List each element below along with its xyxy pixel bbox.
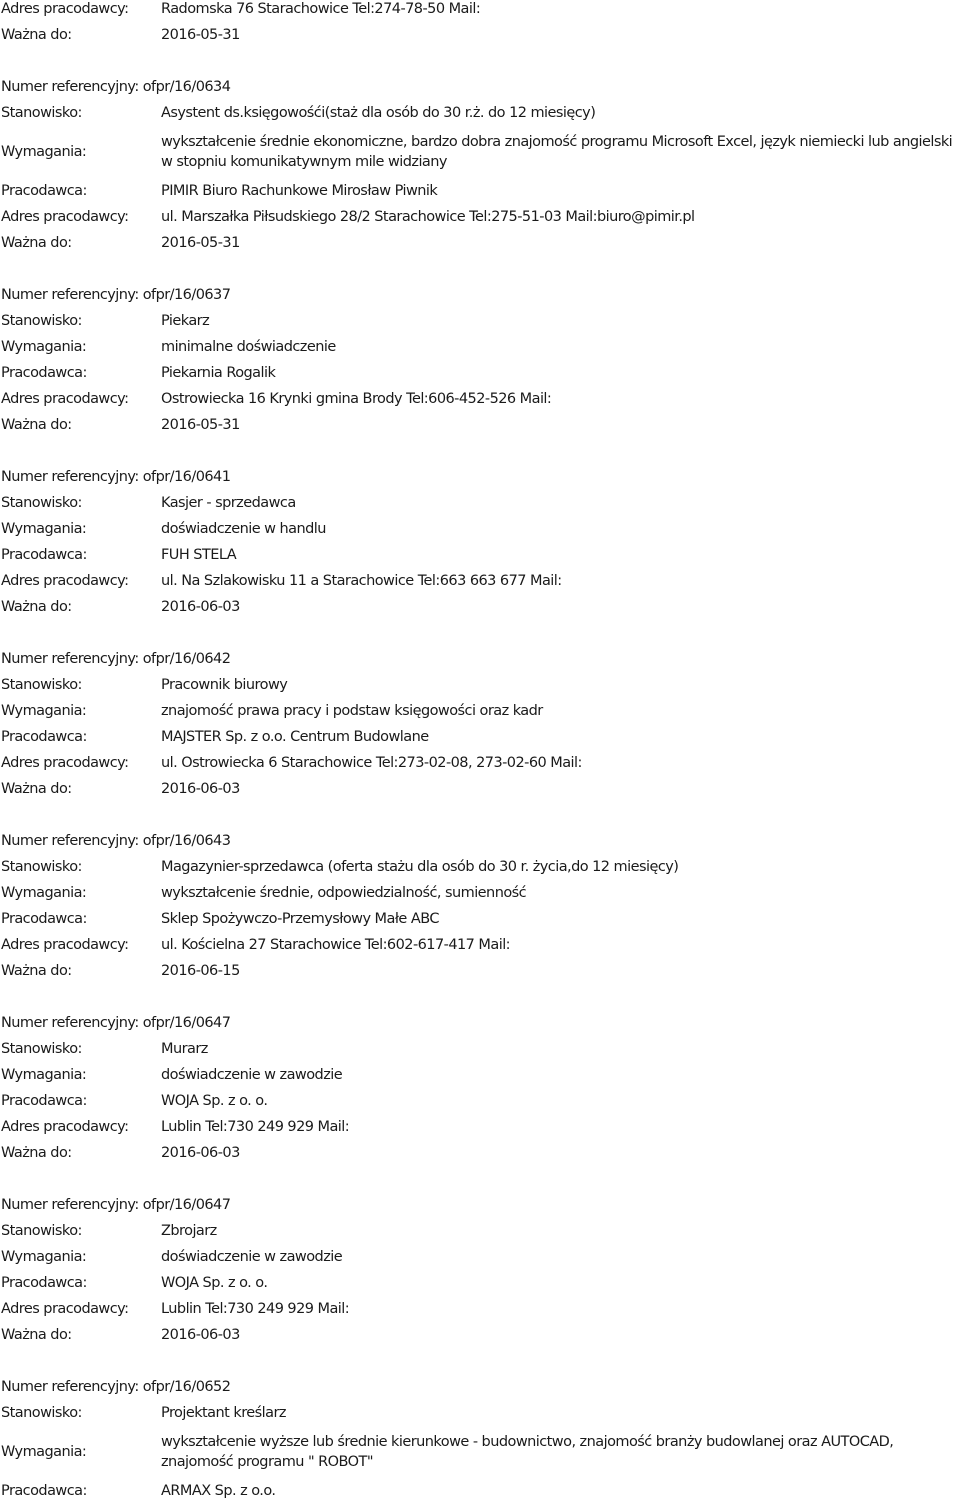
requirements-label: Wymagania: bbox=[1, 339, 87, 355]
employer-value: Sklep Spożywczo-Przemysłowy Małe ABC bbox=[161, 911, 439, 927]
requirements-label: Wymagania: bbox=[1, 1067, 87, 1083]
address-value: ul. Ostrowiecka 6 Starachowice Tel:273-02-08, 273-02-60 Mail: bbox=[161, 755, 582, 771]
valid-value: 2016-06-03 bbox=[161, 781, 240, 797]
offer-ofpr-16-0647-murarz bbox=[0, 1010, 960, 1166]
address-label: Adres pracodawcy: bbox=[1, 937, 129, 953]
offer-previous bbox=[0, 0, 960, 48]
position-label: Stanowisko: bbox=[1, 495, 82, 511]
valid-row bbox=[0, 1140, 960, 1166]
requirements-value: wykształcenie średnie ekonomiczne, bardzo dobra znajomość programu Microsoft Excel, język niemiecki lub angielski w stopniu komunikatywnym mile widziany bbox=[161, 134, 953, 170]
ref-value: ofpr/16/0637 bbox=[142, 287, 231, 303]
employer-row bbox=[0, 1478, 960, 1504]
valid-label: Ważna do: bbox=[1, 1145, 72, 1161]
address-row bbox=[0, 0, 960, 22]
position-row bbox=[0, 490, 960, 516]
position-row bbox=[0, 1218, 960, 1244]
valid-row bbox=[0, 1322, 960, 1348]
valid-label: Ważna do: bbox=[1, 599, 72, 615]
valid-row bbox=[0, 230, 960, 256]
requirements-row bbox=[0, 1062, 960, 1088]
position-row bbox=[0, 308, 960, 334]
position-label: Stanowisko: bbox=[1, 313, 82, 329]
ref-row bbox=[0, 1010, 960, 1036]
valid-value: 2016-05-31 bbox=[161, 417, 240, 433]
address-label: Adres pracodawcy: bbox=[1, 755, 129, 771]
ref-label: Numer referencyjny: bbox=[1, 833, 139, 849]
address-row bbox=[0, 750, 960, 776]
employer-value: WOJA Sp. z o. o. bbox=[161, 1093, 268, 1109]
requirements-label: Wymagania: bbox=[1, 1444, 87, 1460]
valid-value: 2016-06-03 bbox=[161, 1145, 240, 1161]
position-value: Kasjer - sprzedawca bbox=[161, 495, 296, 511]
requirements-value: doświadczenie w zawodzie bbox=[161, 1067, 343, 1083]
requirements-label: Wymagania: bbox=[1, 521, 87, 537]
requirements-row bbox=[0, 334, 960, 360]
spacer bbox=[0, 1166, 960, 1192]
position-label: Stanowisko: bbox=[1, 105, 82, 121]
address-row bbox=[0, 386, 960, 412]
employer-row bbox=[0, 178, 960, 204]
ref-label: Numer referencyjny: bbox=[1, 287, 139, 303]
ref-label: Numer referencyjny: bbox=[1, 1015, 139, 1031]
ref-value: ofpr/16/0647 bbox=[142, 1015, 231, 1031]
offer-ofpr-16-0634 bbox=[0, 74, 960, 256]
address-label: Adres pracodawcy: bbox=[1, 573, 129, 589]
spacer bbox=[0, 438, 960, 464]
address-row bbox=[0, 204, 960, 230]
employer-label: Pracodawca: bbox=[1, 1483, 87, 1499]
requirements-value: znajomość prawa pracy i podstaw księgowości oraz kadr bbox=[161, 703, 543, 719]
employer-label: Pracodawca: bbox=[1, 911, 87, 927]
ref-row bbox=[0, 464, 960, 490]
position-row bbox=[0, 1036, 960, 1062]
ref-label: Numer referencyjny: bbox=[1, 79, 139, 95]
position-row bbox=[0, 1400, 960, 1426]
ref-value: ofpr/16/0652 bbox=[142, 1379, 231, 1395]
employer-row bbox=[0, 1088, 960, 1114]
ref-label: Numer referencyjny: bbox=[1, 1197, 139, 1213]
employer-label: Pracodawca: bbox=[1, 183, 87, 199]
requirements-row bbox=[0, 126, 960, 178]
requirements-label: Wymagania: bbox=[1, 144, 87, 160]
address-value: ul. Kościelna 27 Starachowice Tel:602-617-417 Mail: bbox=[161, 937, 511, 953]
address-label: Adres pracodawcy: bbox=[1, 1119, 129, 1135]
spacer bbox=[0, 48, 960, 74]
valid-value: 2016-06-03 bbox=[161, 599, 240, 615]
address-row bbox=[0, 568, 960, 594]
valid-row bbox=[0, 412, 960, 438]
valid-row bbox=[0, 22, 960, 48]
valid-row bbox=[0, 776, 960, 802]
position-value: Projektant kreślarz bbox=[161, 1405, 286, 1421]
address-row bbox=[0, 1114, 960, 1140]
employer-value: MAJSTER Sp. z o.o. Centrum Budowlane bbox=[161, 729, 429, 745]
ref-row bbox=[0, 1192, 960, 1218]
requirements-value: minimalne doświadczenie bbox=[161, 339, 336, 355]
employer-row bbox=[0, 724, 960, 750]
position-label: Stanowisko: bbox=[1, 1041, 82, 1057]
position-row bbox=[0, 100, 960, 126]
address-label: Adres pracodawcy: bbox=[1, 209, 129, 225]
position-label: Stanowisko: bbox=[1, 1405, 82, 1421]
address-value: Radomska 76 Starachowice Tel:274-78-50 Mail: bbox=[161, 1, 481, 17]
employer-label: Pracodawca: bbox=[1, 365, 87, 381]
employer-row bbox=[0, 906, 960, 932]
valid-row bbox=[0, 958, 960, 984]
requirements-value: doświadczenie w handlu bbox=[161, 521, 326, 537]
position-label: Stanowisko: bbox=[1, 1223, 82, 1239]
requirements-row bbox=[0, 1426, 960, 1478]
valid-label: Ważna do: bbox=[1, 781, 72, 797]
position-value: Piekarz bbox=[161, 313, 210, 329]
valid-label: Ważna do: bbox=[1, 1327, 72, 1343]
ref-row bbox=[0, 646, 960, 672]
employer-label: Pracodawca: bbox=[1, 729, 87, 745]
position-label: Stanowisko: bbox=[1, 859, 82, 875]
address-value: Lublin Tel:730 249 929 Mail: bbox=[161, 1119, 350, 1135]
valid-label: Ważna do: bbox=[1, 417, 72, 433]
address-value: Lublin Tel:730 249 929 Mail: bbox=[161, 1301, 350, 1317]
address-value: ul. Na Szlakowisku 11 a Starachowice Tel:663 663 677 Mail: bbox=[161, 573, 562, 589]
requirements-value: wykształcenie średnie, odpowiedzialność, sumienność bbox=[161, 885, 527, 901]
position-label: Stanowisko: bbox=[1, 677, 82, 693]
ref-label: Numer referencyjny: bbox=[1, 651, 139, 667]
valid-label: Ważna do: bbox=[1, 963, 72, 979]
ref-value: ofpr/16/0641 bbox=[142, 469, 231, 485]
valid-label: Ważna do: bbox=[1, 27, 72, 43]
position-value: Asystent ds.księgowośći(staż dla osób do 30 r.ż. do 12 miesięcy) bbox=[161, 105, 596, 121]
valid-value: 2016-05-31 bbox=[161, 235, 240, 251]
ref-row bbox=[0, 828, 960, 854]
position-row bbox=[0, 672, 960, 698]
employer-value: Piekarnia Rogalik bbox=[161, 365, 276, 381]
requirements-row bbox=[0, 880, 960, 906]
offer-ofpr-16-0647-zbrojarz bbox=[0, 1192, 960, 1348]
spacer bbox=[0, 256, 960, 282]
requirements-label: Wymagania: bbox=[1, 885, 87, 901]
ref-value: ofpr/16/0647 bbox=[142, 1197, 231, 1213]
ref-row bbox=[0, 1374, 960, 1400]
spacer bbox=[0, 984, 960, 1010]
ref-row bbox=[0, 74, 960, 100]
requirements-value: doświadczenie w zawodzie bbox=[161, 1249, 343, 1265]
address-label: Adres pracodawcy: bbox=[1, 391, 129, 407]
requirements-label: Wymagania: bbox=[1, 1249, 87, 1265]
employer-row bbox=[0, 542, 960, 568]
ref-value: ofpr/16/0642 bbox=[142, 651, 231, 667]
ref-value: ofpr/16/0643 bbox=[142, 833, 231, 849]
offer-ofpr-16-0642 bbox=[0, 646, 960, 802]
address-value: ul. Marszałka Piłsudskiego 28/2 Starachowice Tel:275-51-03 Mail:biuro@pimir.pl bbox=[161, 209, 695, 225]
employer-row bbox=[0, 1270, 960, 1296]
address-value: Ostrowiecka 16 Krynki gmina Brody Tel:606-452-526 Mail: bbox=[161, 391, 552, 407]
employer-label: Pracodawca: bbox=[1, 1275, 87, 1291]
valid-row bbox=[0, 594, 960, 620]
requirements-value: wykształcenie wyższe lub średnie kierunkowe - budownictwo, znajomość branży budowlanej oraz AUTOCAD, znajomość programu " ROBOT" bbox=[161, 1434, 894, 1470]
employer-row bbox=[0, 360, 960, 386]
position-value: Magazynier-sprzedawca (oferta stażu dla osób do 30 r. życia,do 12 miesięcy) bbox=[161, 859, 679, 875]
offer-ofpr-16-0641 bbox=[0, 464, 960, 620]
valid-value: 2016-05-31 bbox=[161, 27, 240, 43]
spacer bbox=[0, 620, 960, 646]
position-value: Murarz bbox=[161, 1041, 208, 1057]
requirements-label: Wymagania: bbox=[1, 703, 87, 719]
address-row bbox=[0, 932, 960, 958]
ref-value: ofpr/16/0634 bbox=[142, 79, 231, 95]
position-row bbox=[0, 854, 960, 880]
offer-ofpr-16-0652 bbox=[0, 1374, 960, 1504]
position-value: Zbrojarz bbox=[161, 1223, 217, 1239]
spacer bbox=[0, 802, 960, 828]
valid-value: 2016-06-03 bbox=[161, 1327, 240, 1343]
address-label: Adres pracodawcy: bbox=[1, 1, 129, 17]
employer-label: Pracodawca: bbox=[1, 547, 87, 563]
requirements-row bbox=[0, 1244, 960, 1270]
ref-label: Numer referencyjny: bbox=[1, 1379, 139, 1395]
offer-ofpr-16-0643 bbox=[0, 828, 960, 984]
valid-label: Ważna do: bbox=[1, 235, 72, 251]
address-row bbox=[0, 1296, 960, 1322]
position-value: Pracownik biurowy bbox=[161, 677, 288, 693]
ref-label: Numer referencyjny: bbox=[1, 469, 139, 485]
requirements-row bbox=[0, 698, 960, 724]
ref-row bbox=[0, 282, 960, 308]
employer-label: Pracodawca: bbox=[1, 1093, 87, 1109]
offer-ofpr-16-0637 bbox=[0, 282, 960, 438]
employer-value: PIMIR Biuro Rachunkowe Mirosław Piwnik bbox=[161, 183, 438, 199]
employer-value: WOJA Sp. z o. o. bbox=[161, 1275, 268, 1291]
employer-value: ARMAX Sp. z o.o. bbox=[161, 1483, 276, 1499]
spacer bbox=[0, 1348, 960, 1374]
employer-value: FUH STELA bbox=[161, 547, 237, 563]
valid-value: 2016-06-15 bbox=[161, 963, 240, 979]
requirements-row bbox=[0, 516, 960, 542]
address-label: Adres pracodawcy: bbox=[1, 1301, 129, 1317]
